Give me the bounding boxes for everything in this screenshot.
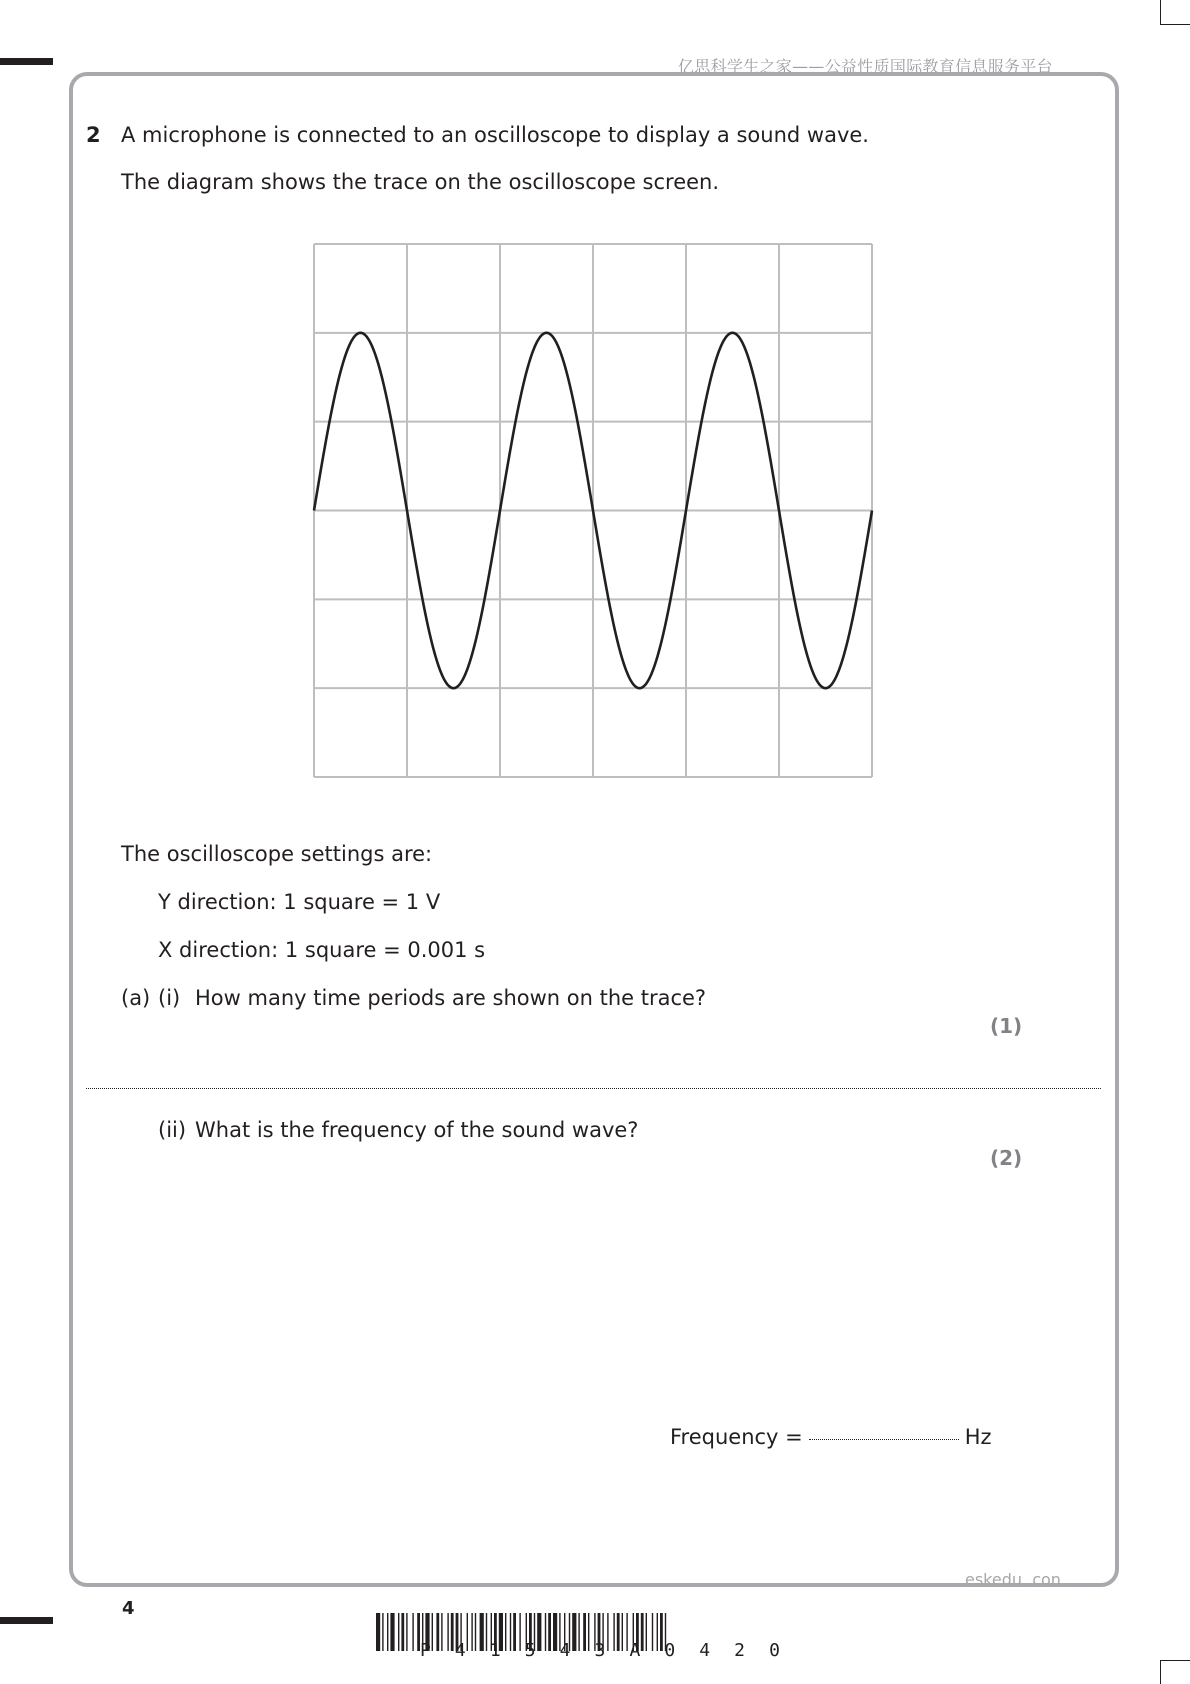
crop-mark-top-right-h [1160, 0, 1161, 24]
oscilloscope-screen [312, 242, 874, 779]
barcode-digit: 1 [489, 1640, 501, 1661]
answer-line-a-i[interactable] [86, 1088, 1101, 1089]
registration-mark-bottom-left [0, 1617, 53, 1624]
crop-mark-bottom-right-h [1160, 1660, 1190, 1661]
barcode-digit: 5 [524, 1640, 536, 1661]
registration-mark-top-left [0, 58, 53, 65]
barcode-digit: 0 [769, 1640, 780, 1661]
barcode-bar [387, 1613, 388, 1651]
site-watermark: eskedu. con [965, 1570, 1061, 1589]
part-a-i-marks: (1) [990, 1014, 1023, 1038]
question-diagram-text: The diagram shows the trace on the oscilloscope screen. [121, 170, 720, 194]
part-a-i-question: How many time periods are shown on the trace? [195, 986, 707, 1010]
barcode-bar [406, 1613, 407, 1651]
part-i-label: (i) [158, 986, 181, 1010]
frequency-answer-row [670, 1425, 992, 1449]
barcode-bar [401, 1613, 404, 1651]
frequency-answer-field[interactable] [809, 1439, 959, 1440]
barcode-digit: 4 [559, 1640, 571, 1661]
part-ii-label: (ii) [158, 1118, 187, 1142]
frequency-unit: Hz [964, 1425, 992, 1449]
barcode-digit: 2 [734, 1640, 745, 1661]
settings-y-direction: Y direction: 1 square = 1 V [158, 890, 441, 914]
part-a-ii-question: What is the frequency of the sound wave? [195, 1118, 639, 1142]
crop-mark-top-right-v [1160, 24, 1190, 25]
barcode-bar [398, 1613, 399, 1651]
settings-x-direction: X direction: 1 square = 0.001 s [158, 938, 486, 962]
watermark-top: 亿思科学生之家——公益性质国际教育信息服务平台 [678, 57, 1053, 76]
barcode-digits [420, 1640, 780, 1661]
barcode-digit: P [420, 1640, 431, 1661]
barcode-digit: 3 [594, 1640, 606, 1661]
barcode-bar [376, 1613, 380, 1651]
settings-intro: The oscilloscope settings are: [121, 842, 433, 866]
page-number: 4 [122, 1598, 135, 1619]
barcode-digit: 0 [664, 1640, 676, 1661]
barcode-bar [412, 1613, 413, 1651]
question-intro: A microphone is connected to an oscilloscope to display a sound wave. [121, 123, 869, 147]
barcode-bar [390, 1613, 394, 1651]
barcode-digit: 4 [454, 1640, 466, 1661]
part-a-label: (a) [121, 986, 151, 1010]
barcode-bar [382, 1613, 383, 1651]
barcode-digit: 4 [699, 1640, 711, 1661]
question-number: 2 [86, 123, 101, 147]
crop-mark-bottom-right-v [1160, 1660, 1161, 1684]
barcode-digit: A [629, 1640, 641, 1661]
frequency-label: Frequency = [670, 1425, 803, 1449]
part-a-ii-marks: (2) [990, 1146, 1023, 1170]
